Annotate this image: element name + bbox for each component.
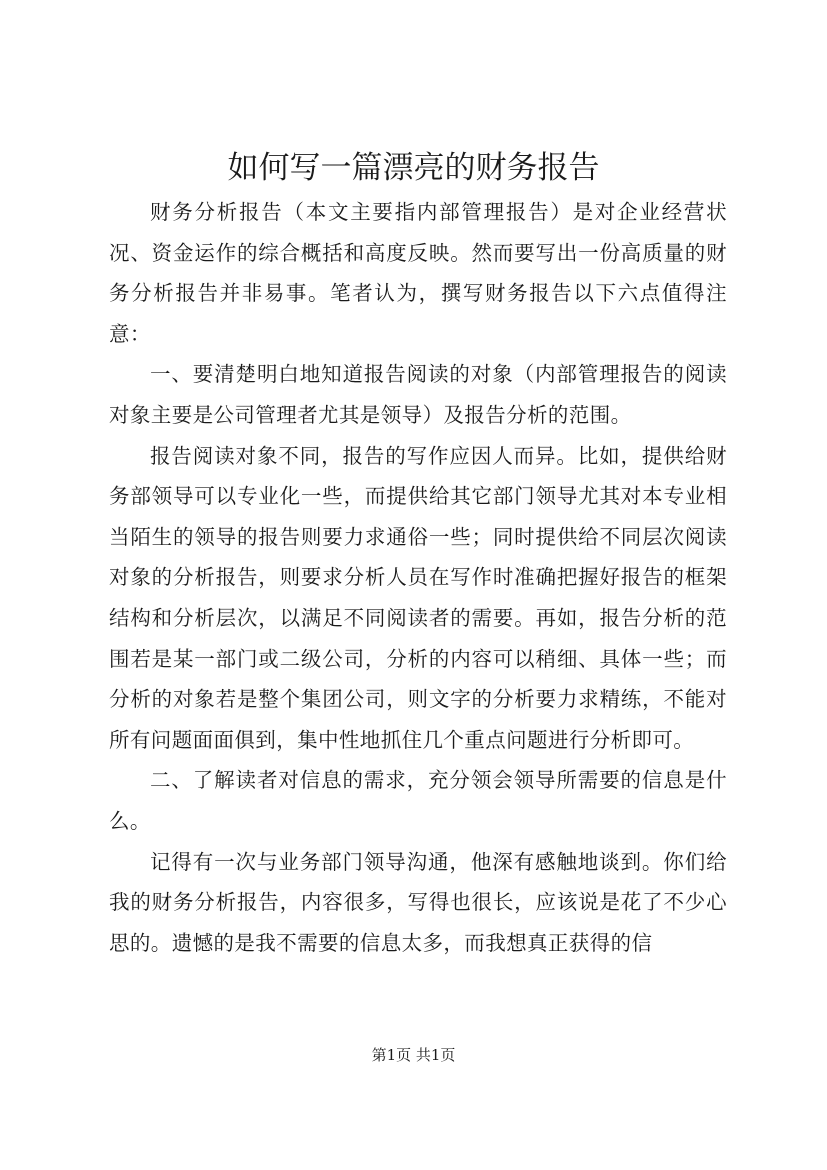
page-number-footer: 第1页 共1页 xyxy=(371,1046,456,1064)
paragraph-point-two-detail: 记得有一次与业务部门领导沟通，他深有感触地谈到。你们给我的财务分析报告，内容很多，写得也很长，应该说是花了不少心思的。遗憾的是我不需要的信息太多，而我想真正获得的信 xyxy=(109,849,727,955)
document-title: 如何写一篇漂亮的财务报告 xyxy=(227,150,600,186)
document-body xyxy=(109,192,727,963)
paragraph-intro: 财务分析报告（本文主要指内部管理报告）是对企业经营状况、资金运作的综合概括和高度反映。然而要写出一份高质量的财务分析报告并非易事。笔者认为，撰写财务报告以下六点值得注意： xyxy=(109,200,727,346)
paragraph-point-two: 二、了解读者对信息的需求，充分领会领导所需要的信息是什么。 xyxy=(109,768,727,833)
paragraph-point-one: 一、要清楚明白地知道报告阅读的对象（内部管理报告的阅读对象主要是公司管理者尤其是领导）及报告分析的范围。 xyxy=(109,362,727,427)
paragraph-point-one-detail: 报告阅读对象不同，报告的写作应因人而异。比如，提供给财务部领导可以专业化一些，而提供给其它部门领导尤其对本专业相当陌生的领导的报告则要力求通俗一些；同时提供给不同层次阅读对象的分析报告，则要求分析人员在写作时准确把握好报告的框架结构和分析层次，以满足不同阅读者的需要。再如，报告分析的范围若是某一部门或二级公司，分析的内容可以稍细、具体一些；而分析的对象若是整个集团公司，则文字的分析要力求精练，不能对所有问题面面俱到，集中性地抓住几个重点问题进行分析即可。 xyxy=(109,443,727,752)
